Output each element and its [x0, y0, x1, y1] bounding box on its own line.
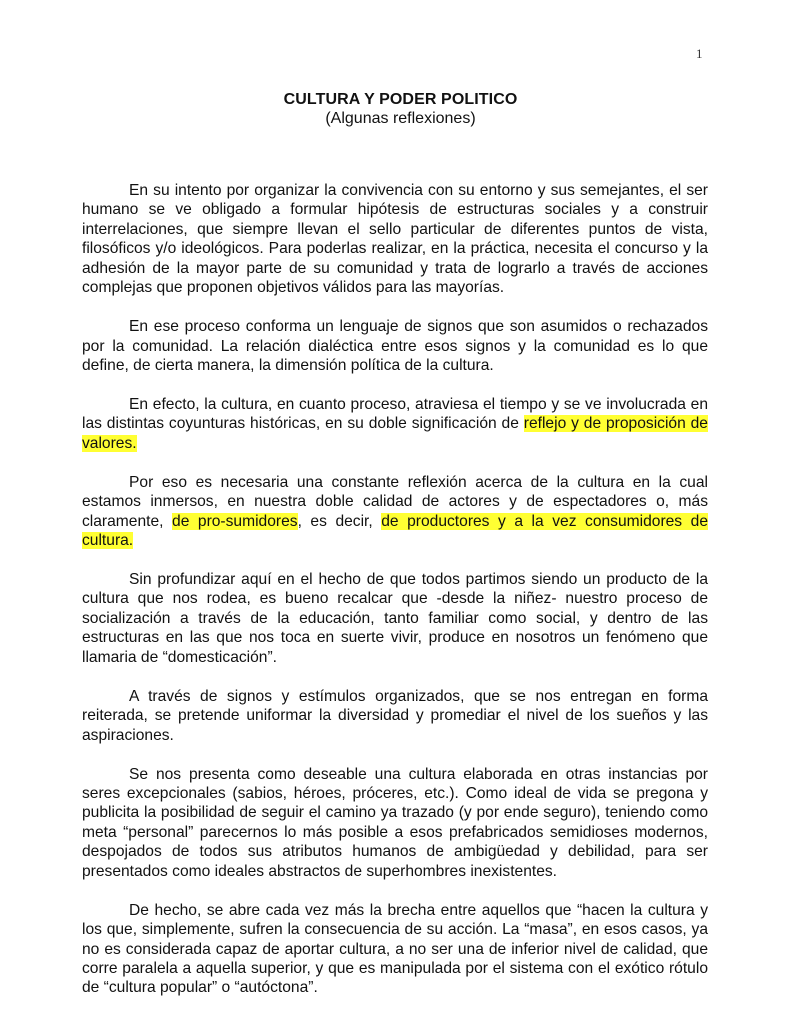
paragraph-text: A través de signos y estímulos organizados, que se nos entregan en forma reiterada, se pretende uniformar la diversidad y promediar el nivel de los sueños y las aspiraciones. — [82, 687, 708, 744]
paragraph-text: De hecho, se abre cada vez más la brecha entre aquellos que “hacen la cultura y los que, simplemente, sufren la consecuencia de su acción. La “masa”, en esos casos, ya no es considerada capaz de aportar cultura, a no ser una de inferior nivel de calidad, que corre paralela a aquella superior, y que es manipulada por el sistema con el exótico rótulo de “cultura popular” o “autóctona”. — [82, 901, 708, 997]
paragraph-5 — [82, 570, 708, 667]
paragraph-3 — [82, 395, 708, 453]
paragraph-text: Por eso es necesaria una constante reflexión acerca de la cultura en la cual estamos inmersos, en nuestra doble calidad de actores y de espectadores o, más claramente, — [82, 473, 708, 530]
document-body — [82, 181, 708, 1017]
document-subtitle: (Algunas reflexiones) — [325, 110, 476, 127]
paragraph-text: , es decir, — [297, 512, 382, 530]
paragraph-4 — [82, 473, 708, 551]
highlighted-text: de pro-sumidores — [172, 512, 298, 530]
paragraph-2 — [82, 317, 708, 375]
page-number: 1 — [696, 46, 703, 61]
paragraph-7 — [82, 765, 708, 882]
paragraph-text: En efecto, la cultura, en cuanto proceso, atraviesa el tiempo y se ve involucrada en las distintas coyunturas históricas, en su doble significación de — [82, 395, 708, 433]
paragraph-text: Sin profundizar aquí en el hecho de que todos partimos siendo un producto de la cultura que nos rodea, es bueno recalcar que -desde la niñez- nuestro proceso de socialización a través de la educación, tanto familiar como social, y dentro de las estructuras en las que nos toca en suerte vivir, produce en nosotros un fenómeno que llamaria de “domesticación”. — [82, 571, 708, 666]
highlighted-text: de productores y a la vez consumidores de cultura. — [82, 512, 708, 550]
paragraph-1 — [82, 181, 708, 298]
title-block — [0, 90, 791, 128]
paragraph-8 — [82, 901, 708, 998]
paragraph-text: En ese proceso conforma un lenguaje de signos que son asumidos o rechazados por la comunidad. La relación dialéctica entre esos signos y la comunidad es lo que define, de cierta manera, la dimensión política de la cultura. — [82, 318, 708, 375]
paragraph-text: En su intento por organizar la convivencia con su entorno y sus semejantes, el ser humano se ve obligado a formular hipótesis de estructuras sociales y a construir interrelaciones, que siempre llevan el sello particular de diferentes puntos de vista, filosóficos y/o ideológicos. Para poderlas realizar, en la práctica, necesita el concurso y la adhesión de la mayor parte de su comunidad y trata de lograrlo a través de acciones complejas que proponen objetivos válidos para las mayorías. — [82, 182, 708, 297]
paragraph-text: Se nos presenta como deseable una cultura elaborada en otras instancias por seres excepcionales (sabios, héroes, próceres, etc.). Como ideal de vida se pregona y publicita la posibilidad de seguir el camino ya trazado (y por ende seguro), teniendo como meta “personal” parecernos lo más posible a esos prefabricados semidioses modernos, despojados de todos sus atributos humanos de ambigüedad y debilidad, para ser presentados como ideales abstractos de superhombres inexistentes. — [82, 765, 708, 880]
highlighted-text: reflejo y de proposición de valores. — [82, 415, 708, 452]
paragraph-6 — [82, 687, 708, 745]
document-title: CULTURA Y PODER POLITICO — [283, 91, 518, 108]
